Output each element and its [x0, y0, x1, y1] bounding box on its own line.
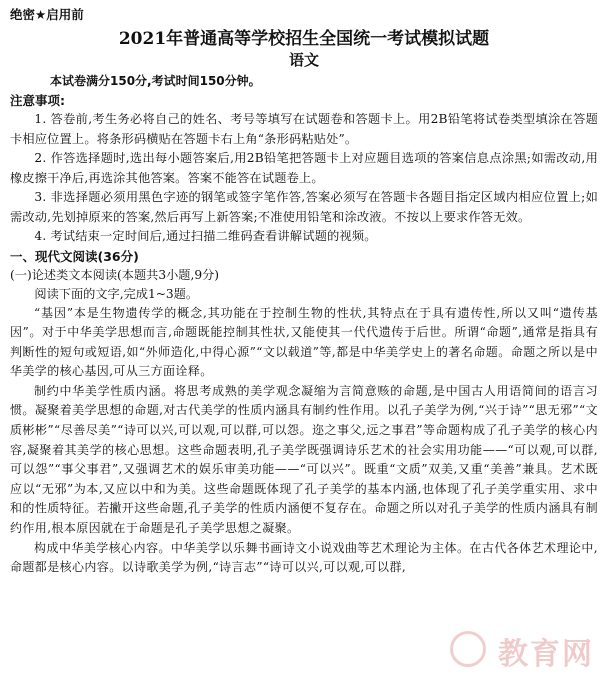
- passage-paragraph: “基因”本是生物遗传学的概念,其功能在于控制生物的性状,其特点在于具有遗传性,所以又叫“遗传基因”。对于中华美学思想而言,命题既能控制其性状,又能使其一代代遗传于后世。所谓“命题”,通常是指具有判断性的短句或短语,如“外师造化,中得心源”“文以载道”等,都是中华美学史上的著名命题。命题之所以是中华美学的核心基因,可从三方面诠释。: [10, 305, 598, 379]
- watermark-logo-icon: [450, 631, 486, 667]
- sub-section-heading: (一)论述类文本阅读(本题共3小题,9分): [10, 267, 220, 282]
- section-heading: 一、现代文阅读(36分): [10, 248, 139, 264]
- notice-item: 2. 作答选择题时,选出每小题答案后,用2B铅笔把答题卡上对应题目选项的答案信息点涂黑;如需改动,用橡皮擦干净后,再选涂其他答案。答案不能答在试题卷上。: [10, 151, 598, 185]
- notice-item: 4. 考试结束一定时间后,通过扫描二维码查看讲解试题的视频。: [34, 229, 377, 243]
- exam-page: [10, 6, 598, 578]
- passage-paragraph: 制约中华美学性质内涵。将思考成熟的美学观念凝缩为言简意赅的命题,是中国古人用语简间的语言习惯。凝聚着美学思想的命题,对古代美学的性质内涵具有制约性作用。以孔子美学为例,“兴于诗”“思无邪”“文质彬彬”“尽善尽美”“诗可以兴,可以观,可以群,可以怨。迩之事父,远之事君”等命题构成了孔子美学的核心内容,凝聚着其美学的核心思想。这些命题表明,孔子美学既强调诗乐艺术的社会实用功能——“可以观,可以群,可以怨”“事父事君”,又强调艺术的娱乐审美功能——“可以兴”。既重“文质”双美,又重“美善”兼具。艺术既应以“无邪”为本,又应以中和为美。这些命题既体现了孔子美学的基本内涵,也体现了孔子美学重实用、求中和的性质特征。若撇开这些命题,孔子美学的性质内涵便不复存在。命题之所以对孔子美学的性质内涵具有制约作用,根本原因就在于命题是孔子美学思想之凝聚。: [10, 383, 598, 536]
- subject-title: 语文: [288, 51, 319, 69]
- reading-instruction: 阅读下面的文字,完成1~3题。: [34, 286, 199, 301]
- notice-item: 3. 非选择题必须用黑色字迹的钢笔或签字笔作答,答案必须写在答题卡各题目指定区域内相应位置上;如需改动,先划掉原来的答案,然后再写上新答案;不准使用铅笔和涂改液。不按以上要求作答无效。: [10, 190, 598, 224]
- exam-title: 2021年普通高等学校招生全国统一考试模拟试题: [118, 29, 490, 49]
- passage-paragraph: 构成中华美学核心内容。中华美学以乐舞书画诗文小说戏曲等艺术理论为主体。在古代各体艺术理论中,命题都是核心内容。以诗歌美学为例,“诗言志”“诗可以兴,可以观,可以群,: [10, 540, 598, 575]
- notice-item: 1. 答卷前,考生务必将自己的姓名、考号等填写在试题卷和答题卡上。用2B铅笔将试卷类型填涂在答题卡相应位置上。将条形码横贴在答题卡右上角“条形码粘贴处”。: [10, 112, 598, 146]
- watermark: 教育网: [498, 637, 594, 672]
- secret-label: 绝密★启用前: [10, 7, 84, 22]
- notice-heading: 注意事项:: [10, 93, 65, 108]
- exam-meta: 本试卷满分150分,考试时间150分钟。: [50, 74, 261, 88]
